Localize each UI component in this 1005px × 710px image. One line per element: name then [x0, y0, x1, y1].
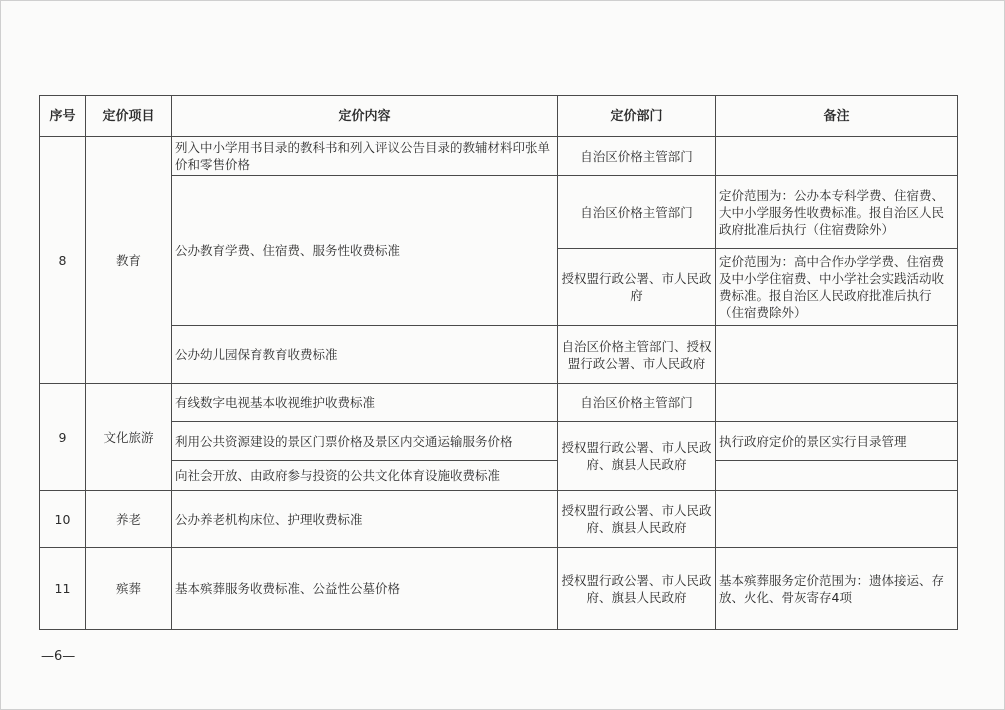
row-content: 公办养老机构床位、护理收费标准	[172, 491, 558, 548]
row-department: 授权盟行政公署、市人民政府	[558, 249, 716, 326]
row-number: 9	[40, 384, 86, 491]
row-department: 自治区价格主管部门	[558, 137, 716, 176]
row-item: 养老	[86, 491, 172, 548]
row-remark	[716, 491, 958, 548]
row-department: 自治区价格主管部门	[558, 176, 716, 249]
row-department: 授权盟行政公署、市人民政府、旗县人民政府	[558, 491, 716, 548]
header-pricing-department: 定价部门	[558, 96, 716, 137]
row-content: 公办教育学费、住宿费、服务性收费标准	[172, 176, 558, 326]
row-remark: 定价范围为：公办本专科学费、住宿费、大中小学服务性收费标准。报自治区人民政府批准后执行（住宿费除外）	[716, 176, 958, 249]
header-remarks: 备注	[716, 96, 958, 137]
table-row	[40, 422, 958, 461]
header-pricing-item: 定价项目	[86, 96, 172, 137]
row-remark: 定价范围为：高中合作办学学费、住宿费及中小学住宿费、中小学社会实践活动收费标准。报自治区人民政府批准后执行（住宿费除外）	[716, 249, 958, 326]
table-header-row	[40, 96, 958, 137]
row-department: 授权盟行政公署、市人民政府、旗县人民政府	[558, 422, 716, 491]
row-remark	[716, 137, 958, 176]
row-item: 文化旅游	[86, 384, 172, 491]
row-item: 殡葬	[86, 548, 172, 630]
row-content: 利用公共资源建设的景区门票价格及景区内交通运输服务价格	[172, 422, 558, 461]
table-row	[40, 176, 958, 249]
row-number: 11	[40, 548, 86, 630]
row-number: 10	[40, 491, 86, 548]
table-row	[40, 384, 958, 422]
table-row	[40, 548, 958, 630]
header-pricing-content: 定价内容	[172, 96, 558, 137]
row-department: 自治区价格主管部门、授权盟行政公署、市人民政府	[558, 326, 716, 384]
table-row	[40, 137, 958, 176]
row-remark: 基本殡葬服务定价范围为：遗体接运、存放、火化、骨灰寄存4项	[716, 548, 958, 630]
table-row	[40, 491, 958, 548]
row-content: 公办幼儿园保育教育收费标准	[172, 326, 558, 384]
table-row	[40, 326, 958, 384]
row-content: 列入中小学用书目录的教科书和列入评议公告目录的教辅材料印张单价和零售价格	[172, 137, 558, 176]
row-number: 8	[40, 137, 86, 384]
row-item: 教育	[86, 137, 172, 384]
header-number: 序号	[40, 96, 86, 137]
row-remark	[716, 461, 958, 491]
row-remark	[716, 326, 958, 384]
row-content: 向社会开放、由政府参与投资的公共文化体育设施收费标准	[172, 461, 558, 491]
table-row	[40, 461, 958, 491]
page-number: —6—	[41, 649, 76, 664]
row-department: 授权盟行政公署、市人民政府、旗县人民政府	[558, 548, 716, 630]
row-remark	[716, 384, 958, 422]
row-content: 基本殡葬服务收费标准、公益性公墓价格	[172, 548, 558, 630]
row-remark: 执行政府定价的景区实行目录管理	[716, 422, 958, 461]
pricing-table	[39, 95, 958, 630]
row-department: 自治区价格主管部门	[558, 384, 716, 422]
row-content: 有线数字电视基本收视维护收费标准	[172, 384, 558, 422]
